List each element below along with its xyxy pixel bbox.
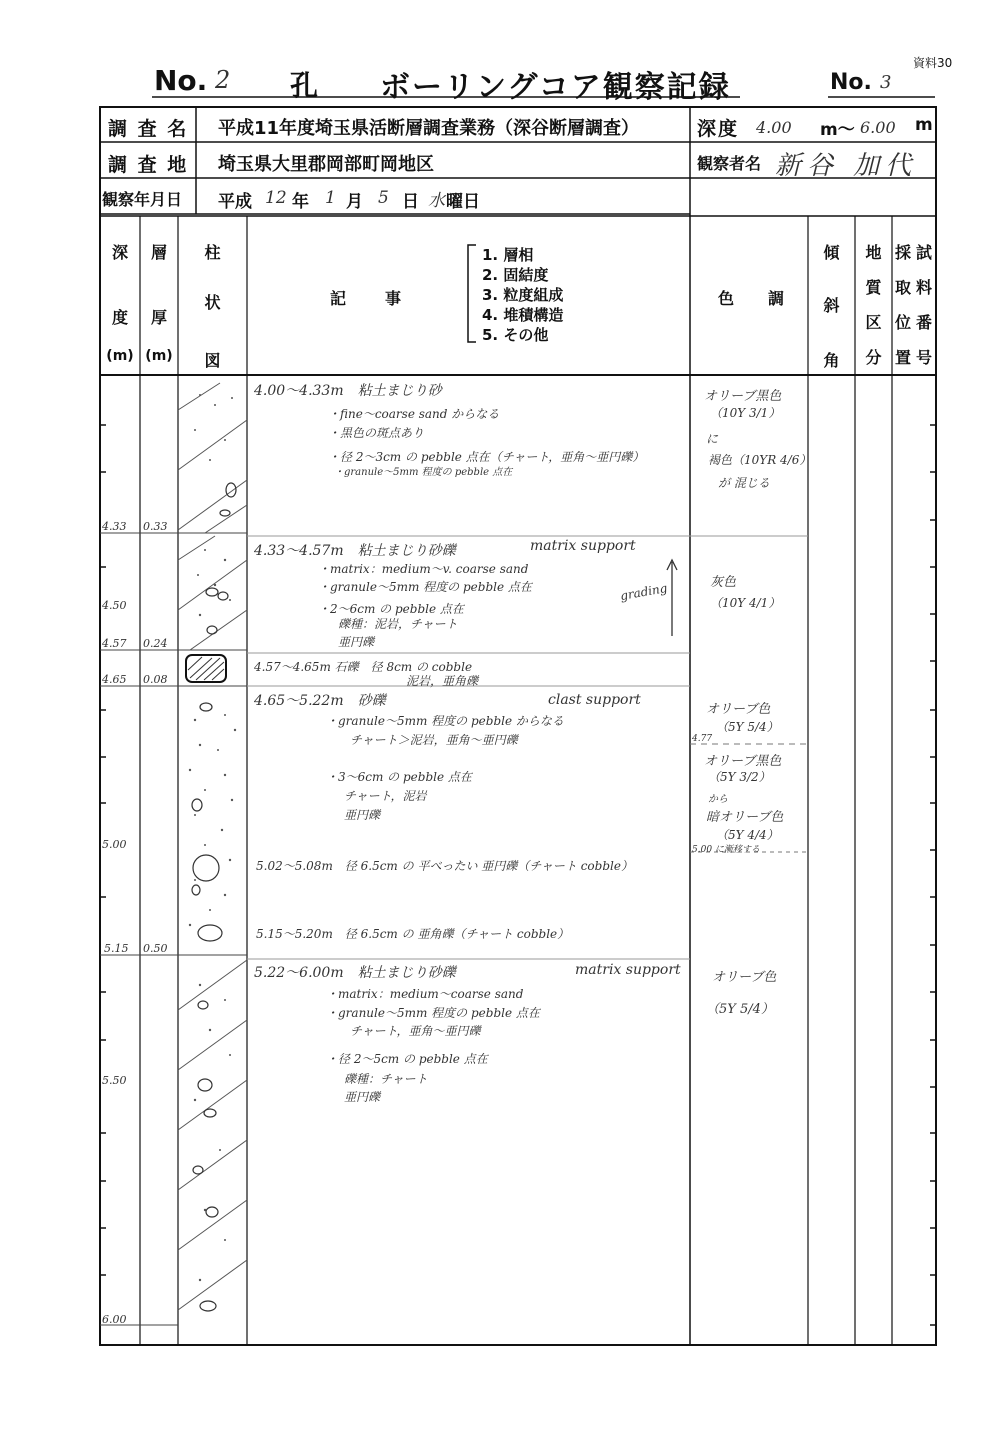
note-layer5-line: チャート，亜角〜亜円礫 xyxy=(350,1024,481,1038)
col-geo-2: 質 xyxy=(865,278,882,297)
hole-no-label: No. xyxy=(154,64,208,97)
note-layer4-support: clast support xyxy=(548,692,641,708)
col-sample-b1: 試 xyxy=(915,243,932,262)
thickness-mark: 0.08 xyxy=(143,673,168,686)
note-layer2-support: matrix support xyxy=(530,538,636,554)
date-weekday: 水 xyxy=(428,191,445,211)
date-weekday-unit: 曜日 xyxy=(446,192,480,212)
color-line: （10Y 3/1） xyxy=(710,406,781,420)
col-geo-4: 分 xyxy=(865,348,882,367)
date-day: 5 xyxy=(378,188,389,208)
observer-name: 新谷 加代 xyxy=(775,151,918,181)
color-transition-note: 5.00 に漸移する xyxy=(692,845,760,855)
page-no-label: No. xyxy=(830,70,872,95)
note-layer2-line: 亜円礫 xyxy=(338,635,375,649)
note-layer3-head: 4.57〜4.65m 石礫 径 8cm の cobble xyxy=(254,660,473,674)
color-line: （5Y 4/4） xyxy=(716,828,779,842)
note-layer1-line: ・fine〜coarse sand からなる xyxy=(328,407,500,421)
depth-mark: 4.33 xyxy=(102,520,127,533)
color-line: から xyxy=(708,794,728,805)
col-color-1: 色 xyxy=(718,289,735,308)
depth-mark: 4.65 xyxy=(102,673,127,686)
note-layer4-line: 5.02〜5.08m 径 6.5cm の 平べったい 亜円礫（チャート cobble） xyxy=(256,859,633,873)
color-line: （5Y 3/2） xyxy=(708,770,771,784)
note-layer2-head: 4.33〜4.57m 粘土まじり砂礫 xyxy=(254,543,456,559)
note-layer1-line: ・黒色の斑点あり xyxy=(328,426,425,440)
note-layer5-head: 5.22〜6.00m 粘土まじり砂礫 xyxy=(254,965,456,981)
col-depth-1: 深 xyxy=(111,243,128,262)
notes-item-4: 4. 堆積構造 xyxy=(482,306,564,324)
color-line: （5Y 5/4） xyxy=(706,1002,774,1017)
date-year: 12 xyxy=(265,188,287,208)
notes-item-1: 1. 層相 xyxy=(482,246,534,264)
color-line: オリーブ黒色 xyxy=(704,389,782,404)
note-layer2-line: ・2〜6cm の pebble 点在 xyxy=(318,602,464,616)
depth-unit-2: m xyxy=(915,115,935,135)
depth-from: 4.00 xyxy=(756,118,792,137)
col-dip-1: 傾 xyxy=(823,243,840,262)
thickness-mark: 0.50 xyxy=(143,942,168,955)
notes-item-2: 2. 固結度 xyxy=(482,266,549,284)
note-layer5-line: ・径 2〜5cm の pebble 点在 xyxy=(326,1052,488,1066)
depth-mark: 4.50 xyxy=(102,599,127,612)
note-layer5-line: ・matrix：medium〜coarse sand xyxy=(326,987,524,1001)
grading-label: grading xyxy=(619,580,669,604)
note-layer4-line: チャート，泥岩 xyxy=(344,789,427,803)
note-layer4-head: 4.65〜5.22m 砂礫 xyxy=(254,693,386,709)
note-layer3-line: 泥岩，亜角礫 xyxy=(406,674,479,688)
col-sample-b2: 料 xyxy=(915,278,932,297)
color-line: 暗オリーブ色 xyxy=(706,810,784,825)
note-layer2-line: 礫種：泥岩，チャート xyxy=(338,617,458,631)
col-thick-3: (m) xyxy=(145,348,173,364)
date-year-unit: 年 xyxy=(292,192,311,212)
note-layer4-line: チャート＞泥岩，亜角〜亜円礫 xyxy=(350,733,518,747)
depth-mark: 4.57 xyxy=(102,637,127,650)
color-line: が 混じる xyxy=(718,476,770,490)
col-sample-a3: 位 xyxy=(894,313,911,332)
date-month-unit: 月 xyxy=(346,192,365,212)
date-era: 平成 xyxy=(218,192,252,212)
col-notes-1: 記 xyxy=(330,289,347,308)
thickness-mark: 0.33 xyxy=(143,520,168,533)
site-label: 調 査 地 xyxy=(108,154,189,176)
page-number: 3 xyxy=(880,72,892,93)
note-layer1-head: 4.00〜4.33m 粘土まじり砂 xyxy=(254,383,442,399)
color-line: に xyxy=(706,432,719,446)
hole-number: 2 xyxy=(215,66,231,94)
col-geo-1: 地 xyxy=(865,243,882,262)
col-thick-2: 厚 xyxy=(150,308,167,327)
col-thick-1: 層 xyxy=(150,243,167,262)
col-sample-a2: 取 xyxy=(894,278,911,297)
site: 埼玉県大里郡岡部町岡地区 xyxy=(218,154,434,175)
depth-mark: 5.00 xyxy=(102,838,127,851)
observer-label: 観察者名 xyxy=(697,154,762,173)
notes-item-3: 3. 粒度組成 xyxy=(482,286,564,304)
note-layer1-line: ・径 2〜3cm の pebble 点在（チャート，亜角〜亜円礫） xyxy=(328,450,645,464)
note-layer5-line: ・granule〜5mm 程度の pebble 点在 xyxy=(326,1006,540,1020)
date-day-unit: 日 xyxy=(402,192,421,212)
col-sample-a1: 採 xyxy=(894,243,911,262)
col-column-3: 図 xyxy=(204,351,221,370)
color-line: オリーブ色 xyxy=(712,970,777,985)
page-title: ボーリングコア観察記録 xyxy=(380,70,731,105)
depth-mark: 5.15 xyxy=(104,942,129,955)
note-layer5-support: matrix support xyxy=(575,962,681,978)
col-dip-3: 角 xyxy=(823,351,840,370)
color-line: 褐色（10YR 4/6） xyxy=(708,453,812,467)
date-month: 1 xyxy=(325,188,336,208)
col-geo-3: 区 xyxy=(865,313,882,332)
col-color-2: 調 xyxy=(768,289,785,308)
note-layer4-line: ・granule〜5mm 程度の pebble からなる xyxy=(326,714,564,728)
col-sample-a4: 置 xyxy=(894,348,911,367)
note-layer4-line: ・3〜6cm の pebble 点在 xyxy=(326,770,472,784)
depth-mark: 5.50 xyxy=(102,1074,127,1087)
note-layer5-line: 礫種：チャート xyxy=(344,1072,428,1086)
col-sample-b3: 番 xyxy=(915,313,932,332)
reference-label: 資料30 xyxy=(913,56,953,70)
col-column-2: 状 xyxy=(204,293,221,312)
color-line: オリーブ黒色 xyxy=(704,754,782,769)
depth-label: 深度 xyxy=(697,118,740,140)
note-layer5-line: 亜円礫 xyxy=(344,1090,381,1104)
note-layer1-line: ・granule〜5mm 程度の pebble 点在 xyxy=(334,467,513,478)
note-layer4-line: 5.15〜5.20m 径 6.5cm の 亜角礫（チャート cobble） xyxy=(256,927,570,941)
note-layer2-line: ・matrix：medium〜v. coarse sand xyxy=(318,562,529,576)
color-line: （5Y 5/4） xyxy=(716,720,779,734)
col-sample-b4: 号 xyxy=(915,348,932,367)
note-layer2-line: ・granule〜5mm 程度の pebble 点在 xyxy=(318,580,532,594)
hole-kou: 孔 xyxy=(290,69,319,102)
col-column-1: 柱 xyxy=(204,243,221,262)
col-dip-2: 斜 xyxy=(823,296,840,315)
color-line: 灰色 xyxy=(710,575,737,590)
col-notes-2: 事 xyxy=(385,289,402,308)
color-line: （10Y 4/1） xyxy=(710,596,781,610)
note-layer4-line: 亜円礫 xyxy=(344,808,381,822)
depth-unit-1: m〜 xyxy=(820,120,855,140)
col-depth-3: (m) xyxy=(106,348,134,364)
color-line: オリーブ色 xyxy=(706,702,771,717)
notes-item-5: 5. その他 xyxy=(482,326,549,344)
depth-to: 6.00 xyxy=(860,118,896,137)
color-boundary-depth: 4.77 xyxy=(692,734,713,744)
date-label: 観察年月日 xyxy=(102,190,183,209)
thickness-mark: 0.24 xyxy=(143,637,168,650)
survey-name-label: 調 査 名 xyxy=(108,118,189,140)
depth-mark: 6.00 xyxy=(102,1313,127,1326)
survey-name: 平成11年度埼玉県活断層調査業務（深谷断層調査） xyxy=(218,118,640,139)
col-depth-2: 度 xyxy=(111,308,128,327)
